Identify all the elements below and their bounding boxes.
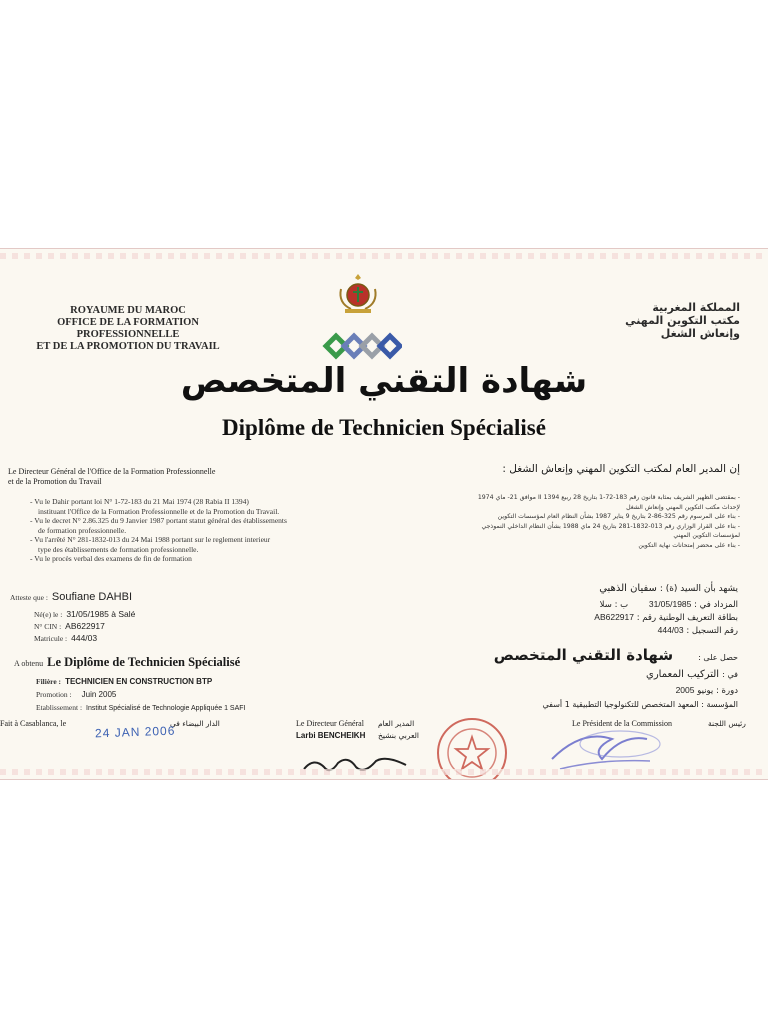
etablissement-label: Etablissement : [36,703,83,712]
vu-ar-item: - بناء على القرار الوزاري رقم 013-1832-281 بتاريخ 24 ماي 1988 بشأن النظام الداخلي النموذجي [481,522,740,530]
cin-value: AB622917 [65,621,105,631]
vu-ar-item: - بناء على محضر إمتحانات نهاية التكوين [638,541,740,549]
matricule-row [34,628,97,646]
dg-label: Le Directeur Général [296,719,364,728]
header-ar-line2: مكتب التكوين المهني [625,314,740,327]
date-stamp: 24 JAN 2006 [94,723,176,741]
ar-fait-label: الدار البيضاء في [170,719,220,728]
atteste-label: Atteste que : [10,593,48,602]
ar-dg-name: العربي بنشيخ [378,731,419,740]
ar-session-year: 2005 [675,685,695,695]
matricule-label: Matricule : [34,634,68,643]
ar-filiere-row [646,669,738,680]
header-french [8,305,248,353]
header-fr-line1: ROYAUME DU MAROC [70,305,186,316]
filiere-value: TECHNICIEN EN CONSTRUCTION BTP [65,677,213,686]
ar-born-place: سلا [599,600,612,610]
ofppt-logo-icon [322,331,402,361]
ar-cin-row [594,612,738,623]
ar-filiere-label: في : [722,670,738,679]
director-fr-line1: Le Directeur Général de l'Office de la Formation Professionnelle [8,467,216,476]
ar-matricule-value: 444/03 [657,625,684,635]
ar-matricule-row [658,625,738,636]
ar-president-label: رئيس اللجنة [708,719,746,728]
vu-ar-item: - بمقتضى الظهير الشريف بمثابة قانون رقم 183-72-1 بتاريخ 28 ربيع II 1394 موافق 21- ماي 1974 [477,494,740,501]
born-label: Né(e) le : [34,610,63,619]
fait-label: Fait à Casablanca, le [0,719,67,728]
diploma-document [0,248,768,780]
ar-born-row [538,599,738,610]
director-french [8,467,268,487]
obtained-label: A obtenu [14,659,44,668]
vu-fr-item: de formation professionnelle. [38,525,127,535]
vu-list-arabic [400,493,740,551]
ar-session-label: دورة : [715,686,738,696]
ar-obtained-diploma: شهادة التقني المتخصص [493,646,674,664]
header-fr-line2: OFFICE DE LA FORMATION PROFESSIONNELLE [57,317,199,340]
fait-row [0,719,66,728]
vu-fr-item: instituant l'Office de la Formation Professionnelle et de la Promotion du Travail. [38,506,280,516]
obtained-diploma: Le Diplôme de Technicien Spécialisé [47,655,241,669]
vu-fr-item: - Vu le procès verbal des examens de fin de formation [30,554,192,563]
dg-name: Larbi BENCHEIKH [296,731,366,740]
ar-dg-label: المدير العام [378,719,415,728]
promotion-label: Promotion : [36,690,72,699]
title-arabic: شهادة التقني المتخصص [180,361,588,401]
filiere-label: Filière : [36,677,62,686]
ar-obtained-label: حصل على : [698,653,738,662]
vu-ar-item: - بناء على المرسوم رقم 325-86-2 بتاريخ 9 يناير 1987 بشأن النظام العام لمؤسسات التكوين [497,513,740,521]
ar-person-name: سفيان الذهبي [599,583,657,594]
vu-list-french [30,497,350,564]
header-fr-line3: ET DE LA PROMOTION DU TRAVAIL [36,341,220,352]
official-seal-icon [430,711,510,779]
vu-fr-item: - Vu l'arrêté N° 281-1832-013 du 24 Mai 1988 portant sur le reglement interieur [30,535,271,544]
vu-fr-item: type des établissements de formation professionnelle. [38,544,199,554]
ar-session-row [676,685,738,696]
ar-born-value: 31/05/1985 [648,599,692,609]
ar-etab-row [543,700,738,709]
director-fr-line2: et de la Promotion du Travail [8,477,102,486]
ar-etab-label: المؤسسة : [701,700,738,709]
etablissement-row [36,697,245,715]
vu-ar-item: لمؤسسات التكوين المهني [673,532,740,540]
ar-born-label: المزداد في : [694,600,738,610]
ar-atteste-row [599,583,738,594]
person-name: Soufiane DAHBI [51,591,133,603]
vu-fr-item: - Vu le Dahir portant loi N° 1-72-183 du 21 Mai 1974 (28 Rabia II 1394) [30,497,249,506]
vu-fr-item: - Vu le decret N° 2.86.325 du 9 Janvier 1987 portant statut général des établissements [30,516,287,525]
ar-obtained-row [494,645,738,664]
atteste-row [10,587,132,605]
matricule-value: 444/03 [71,633,98,643]
born-value: 31/05/1985 à Salé [66,609,136,619]
vu-ar-item: لإحداث مكتب التكوين المهني وإنعاش الشغل [626,503,740,511]
header-ar-line3: وإنعاش الشغل [660,327,740,340]
etablissement-value: Institut Spécialisé de Technologie Appliquée 1 SAFI [86,705,246,712]
signature-stamp-icon [540,719,670,774]
president-label: Le Président de la Commission [572,719,672,728]
title-french: Diplôme de Technicien Spécialisé [222,415,546,440]
obtained-row [14,653,240,671]
ar-session-month: يونيو [697,686,714,696]
ar-filiere-value: التركيب المعماري [646,669,720,680]
header-arabic [540,301,740,340]
director-signature-icon [300,755,410,777]
ar-cin-value: AB622917 [594,612,634,622]
director-arabic: إن المدير العام لمكتب التكوين المهني وإنعاش الشغل : [502,463,740,475]
ar-atteste-label: يشهد بأن السيد (ة) : [659,584,738,594]
coat-of-arms-icon [335,271,381,317]
cin-label: N° CIN : [34,622,62,631]
ar-cin-label: بطاقة التعريف الوطنية رقم : [636,613,738,623]
ar-matricule-label: رقم التسجيل : [686,626,738,636]
ar-etab-value: المعهد المتخصص للتكنولوجيا التطبيقية 1 أسفي [542,700,699,709]
promotion-value: Juin 2005 [81,690,117,699]
header-ar-line1: المملكة المغربية [652,301,740,314]
ar-born-place-label: ب : [614,600,629,610]
